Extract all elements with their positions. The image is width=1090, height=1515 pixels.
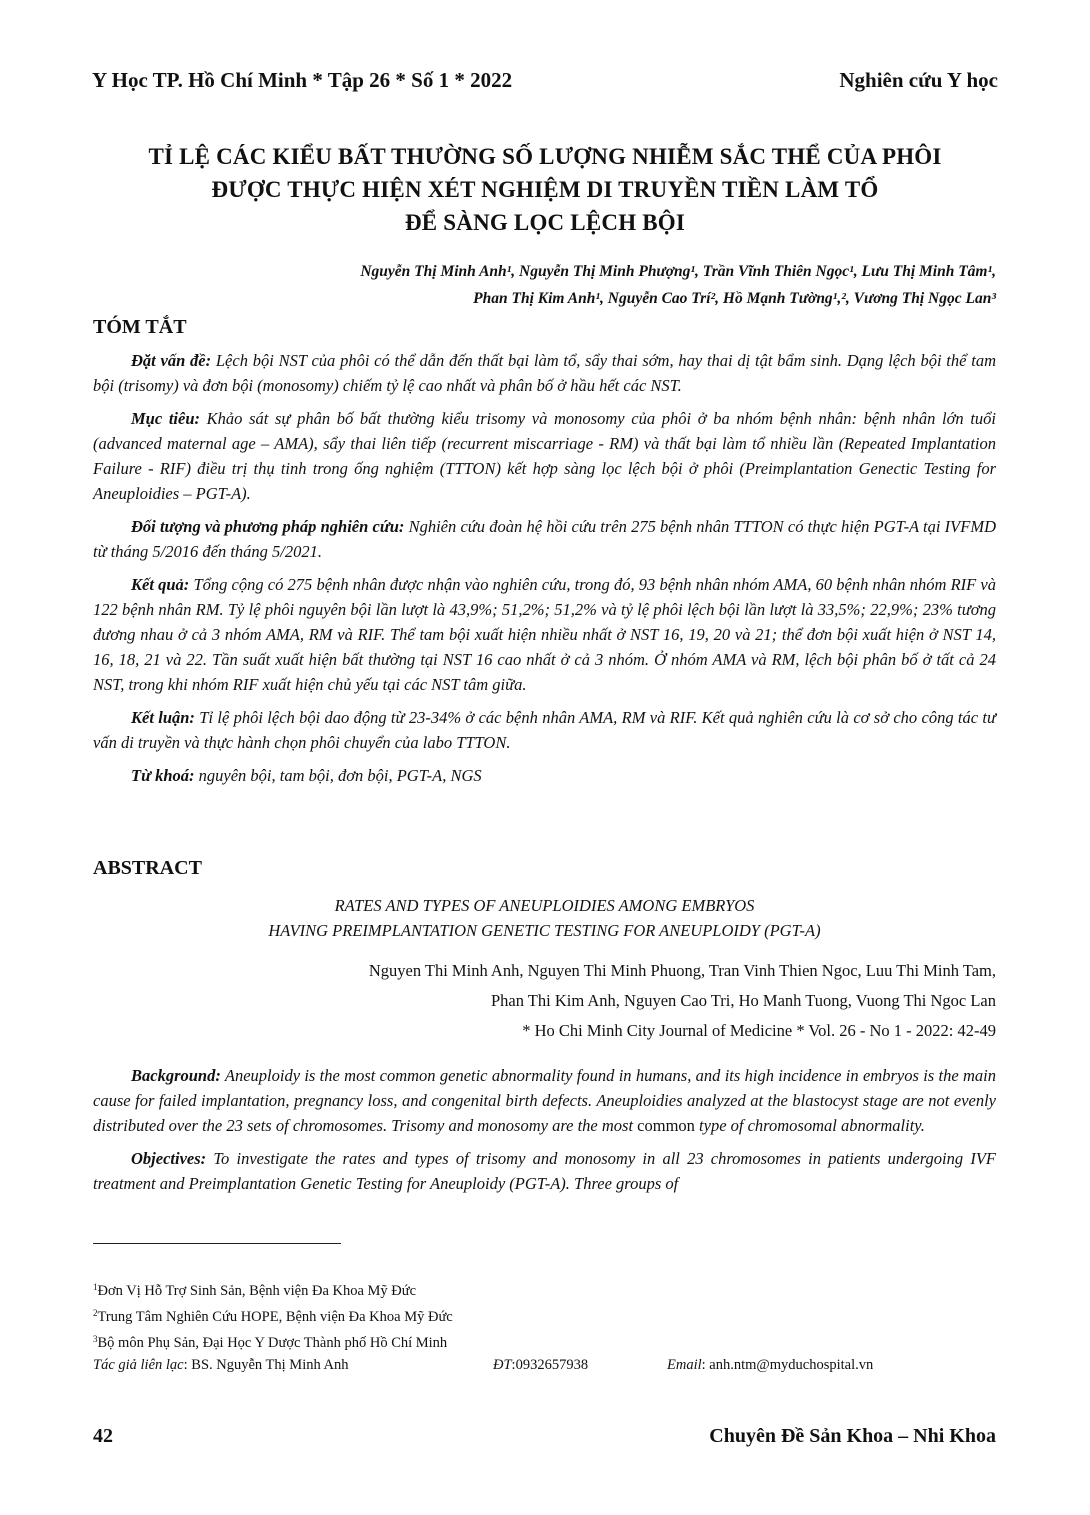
- background-paragraph: [93, 348, 996, 398]
- keywords-paragraph: [93, 763, 996, 788]
- abstract-background: [93, 1063, 996, 1138]
- abstract-authors: [369, 956, 996, 1046]
- contact-phone: [493, 1352, 588, 1378]
- author-line: Phan Thị Kim Anh¹, Nguyễn Cao Trí², Hồ Mạnh Tường¹,², Vương Thị Ngọc Lan³: [473, 290, 996, 307]
- article-title: [90, 140, 1000, 239]
- footnote-mark: 1: [93, 1282, 98, 1292]
- summary-body: [93, 348, 996, 788]
- objectives-paragraph: [93, 406, 996, 506]
- footnote-mark: 3: [93, 1334, 98, 1344]
- author-list: [360, 258, 996, 312]
- abstract-title-line: RATES AND TYPES OF ANEUPLOIDIES AMONG EMBRYOS: [334, 896, 755, 915]
- paragraph-label: Background:: [131, 1066, 221, 1085]
- title-line: ĐỂ SÀNG LỌC LỆCH BỘI: [404, 210, 686, 235]
- paragraph-label: Kết luận:: [131, 708, 195, 727]
- page-number: 42: [93, 1425, 113, 1447]
- paragraph-label: Từ khoá:: [131, 766, 195, 785]
- abstract-objectives: [93, 1146, 996, 1196]
- citation: * Ho Chi Minh City Journal of Medicine * Vol. 26 - No 1 - 2022: 42-49: [522, 1021, 996, 1040]
- phone-label: ĐT: [493, 1357, 512, 1373]
- paragraph-text: Tổng cộng có 275 bệnh nhân được nhận vào nghiên cứu, trong đó, 93 bệnh nhân nhóm AMA, 60 bệnh nhân nhóm RIF và 122 bệnh nhân RM. Tỷ lệ phôi nguyên bội lần lượt là 43,9%; 51,2%; 51,2% và tỷ lệ phôi lệch bội lần lượt là 33,5%; 22,9%; 23% tương đương nhau ở cả 3 nhóm AMA, RM và RIF. Thể tam bội xuất hiện nhiều nhất ở NST 16, 19, 20 và 21; thể đơn bội xuất hiện ở NST 14, 16, 18, 21 và 22. Tần suất xuất hiện bất thường tại NST 16 cao nhất ở cả 3 nhóm. Ở nhóm AMA và RM, lệch bội phân bố ở tất cả 24 NST, trong khi nhóm RIF xuất hiện chủ yếu tại các NST tâm giữa.: [93, 575, 996, 694]
- author-line: Nguyen Thi Minh Anh, Nguyen Thi Minh Phuong, Tran Vinh Thien Ngoc, Luu Thi Minh Tam,: [368, 961, 996, 980]
- methods-paragraph: [93, 514, 996, 564]
- contact-name: : BS. Nguyễn Thị Minh Anh: [183, 1357, 349, 1373]
- paragraph-text: Khảo sát sự phân bố bất thường kiểu trisomy và monosomy của phôi ở ba nhóm bệnh nhân: bệnh nhân lớn tuổi (advanced maternal age – AMA), sẩy thai liên tiếp (recurrent miscarriage - RM) và thất bại làm tổ nhiều lần (Repeated Implantation Failure - RIF) điều trị thụ tinh trong ống nghiệm (TTTON) kết hợp sàng lọc lệch bội ở phôi (Preimplantation Genectic Testing for Aneuploidies – PGT-A).: [93, 409, 996, 503]
- paragraph-label: Objectives:: [131, 1149, 207, 1168]
- footnote-divider: [93, 1243, 341, 1244]
- abstract-body: [93, 1063, 996, 1196]
- footnote-text: Đơn Vị Hỗ Trợ Sinh Sản, Bệnh viện Đa Khoa Mỹ Đức: [97, 1283, 417, 1299]
- contact-author: [93, 1352, 349, 1378]
- paragraph-text: Nghiên cứu đoàn hệ hồi cứu trên 275 bệnh nhân TTTON có thực hiện PGT-A tại IVFMD từ tháng 5/2016 đến tháng 5/2021.: [93, 517, 996, 561]
- abstract-title-line: HAVING PREIMPLANTATION GENETIC TESTING FOR ANEUPLOIDY (PGT-A): [268, 921, 821, 940]
- paragraph-text: common: [637, 1116, 695, 1135]
- paragraph-label: Đặt vấn đề:: [131, 351, 212, 370]
- paragraph-label: Kết quả:: [131, 575, 190, 594]
- paragraph-label: Đối tượng và phương pháp nghiên cứu:: [131, 517, 405, 536]
- section-header: Nghiên cứu Y học: [839, 68, 998, 92]
- footer-section: Chuyên Đề Sản Khoa – Nhi Khoa: [709, 1425, 996, 1447]
- paragraph-text: To investigate the rates and types of trisomy and monosomy in all 23 chromosomes in patients undergoing IVF treatment and Preimplantation Genetic Testing for Aneuploidy (PGT-A). Three groups of: [93, 1149, 996, 1193]
- author-line: Nguyễn Thị Minh Anh¹, Nguyễn Thị Minh Phượng¹, Trần Vĩnh Thiên Ngọc¹, Lưu Thị Minh Tâm¹,: [360, 263, 996, 280]
- phone-value: :0932657938: [511, 1357, 589, 1373]
- paragraph-text: Aneuploidy is the most common genetic abnormality found in humans, and its high incidence in embryos is the main cause for failed implantation, pregnancy loss, and congenital birth defects. Aneuploidies analyzed at the blastocyst stage are not evenly distributed over the 23 sets of chromosomes. Trisomy and monosomy are the most: [93, 1066, 996, 1135]
- paragraph-text: Lệch bội NST của phôi có thể dẫn đến thất bại làm tổ, sẩy thai sớm, hay thai dị tật bẩm sinh. Dạng lệch bội thể tam bội (trisomy) và đơn bội (monosomy) chiếm tỷ lệ cao nhất và phân bố ở hầu hết các NST.: [93, 351, 996, 395]
- footnote-mark: 2: [93, 1308, 98, 1318]
- paragraph-text: type of chromosomal abnormality.: [694, 1116, 925, 1135]
- author-line: Phan Thi Kim Anh, Nguyen Cao Tri, Ho Manh Tuong, Vuong Thi Ngoc Lan: [490, 991, 996, 1010]
- results-paragraph: [93, 572, 996, 697]
- abstract-title: [93, 893, 996, 943]
- conclusion-paragraph: [93, 705, 996, 755]
- summary-heading: TÓM TẮT: [93, 316, 187, 338]
- journal-header: Y Học TP. Hồ Chí Minh * Tập 26 * Số 1 * 2022: [92, 68, 513, 92]
- paragraph-text: Tỉ lệ phôi lệch bội dao động từ 23-34% ở các bệnh nhân AMA, RM và RIF. Kết quả nghiên cứu là cơ sở cho công tác tư vấn di truyền và thực hành chọn phôi chuyển của labo TTTON.: [93, 708, 996, 752]
- title-line: TỈ LỆ CÁC KIỂU BẤT THƯỜNG SỐ LƯỢNG NHIỄM SẮC THỂ CỦA PHÔI: [148, 144, 942, 169]
- footnote-text: Trung Tâm Nghiên Cứu HOPE, Bệnh viện Đa Khoa Mỹ Đức: [97, 1309, 453, 1325]
- footnote-text: Bộ môn Phụ Sản, Đại Học Y Dược Thành phố Hồ Chí Minh: [97, 1335, 448, 1351]
- paragraph-label: Mục tiêu:: [131, 409, 200, 428]
- email-label: Email: [667, 1357, 702, 1373]
- contact-email: [667, 1352, 873, 1378]
- abstract-heading: ABSTRACT: [93, 857, 202, 879]
- contact-label: Tác giả liên lạc: [93, 1357, 184, 1373]
- title-line: ĐƯỢC THỰC HIỆN XÉT NGHIỆM DI TRUYỀN TIỀN LÀM TỔ: [211, 177, 879, 202]
- email-value: : anh.ntm@myduchospital.vn: [701, 1357, 874, 1373]
- paragraph-text: nguyên bội, tam bội, đơn bội, PGT-A, NGS: [194, 766, 482, 785]
